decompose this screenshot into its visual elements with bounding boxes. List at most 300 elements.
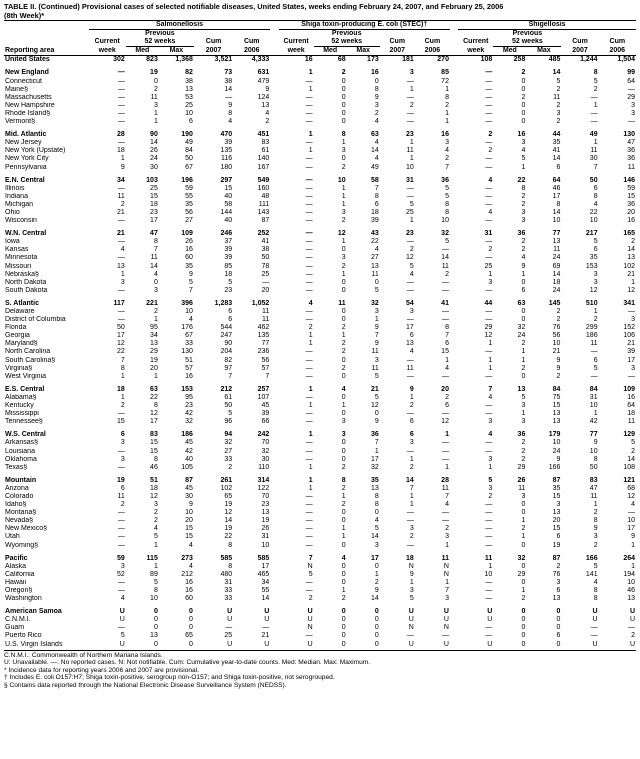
table-cell: 0 — [189, 624, 193, 632]
table-cell: 0 — [341, 410, 346, 418]
table-cell: 146 — [623, 176, 635, 184]
spacer — [270, 102, 278, 110]
table-cell: 18 — [150, 484, 158, 492]
table-cell: 4 — [341, 554, 346, 562]
table-cell: 9 — [556, 364, 561, 372]
table-cell: 40 — [224, 192, 233, 200]
reporting-area: Hawaii — [5, 578, 27, 586]
table-cell: 180 — [220, 163, 233, 171]
table-cell: 90 — [224, 340, 233, 348]
table-row — [4, 509, 636, 517]
table-cell: U — [592, 616, 598, 624]
table-cell: 4 — [189, 562, 193, 570]
spacer — [450, 64, 458, 77]
table-cell: 31 — [484, 230, 493, 238]
spacer — [450, 542, 458, 550]
table-cell: — — [305, 278, 313, 286]
table-cell: 31 — [589, 393, 598, 401]
table-cell: 4 — [120, 246, 125, 254]
table-cell: 24 — [517, 332, 526, 340]
table-cell: — — [406, 632, 414, 640]
reporting-area: New York City — [5, 155, 49, 163]
spacer — [270, 402, 278, 410]
table-cell: 3 — [153, 286, 158, 294]
table-cell: 21 — [552, 348, 561, 356]
table-row — [4, 225, 636, 238]
spacer — [450, 485, 458, 493]
table-cell: U — [629, 616, 635, 624]
table-cell: 53 — [185, 93, 193, 101]
table-cell: — — [485, 517, 493, 525]
table-cell: 20 — [150, 364, 158, 372]
table-cell: — — [225, 624, 233, 632]
spacer — [450, 641, 458, 649]
table-cell: 4 — [308, 299, 313, 307]
table-cell: — — [485, 101, 493, 109]
table-cell: 15 — [441, 348, 449, 356]
table-cell: 39 — [627, 348, 635, 356]
footnotes: C.N.M.I.: Commonwealth of Northern Mariana Islands. U: Unavailable. —: No reported cases. N: Not notifiable. Cum: Cumulative year-to-date counts. Med: Median. Max: Maximum. * Incidence data for reporting years 2006 and 2007 are provisional. † Includes E. coli O157:H7; Shiga toxin-positive, serogroup non-O157; and Shiga toxin-positive, not serogrouped. § Contains data reported through the National Electronic Disease Surveillance System (NEDSS). — [4, 650, 636, 690]
table-cell: 2 — [556, 562, 561, 570]
table-cell: 0 — [341, 570, 346, 578]
table-cell: 3 — [341, 431, 346, 439]
reporting-area: Nevada§ — [5, 517, 34, 525]
table-cell: N — [443, 570, 449, 578]
table-cell: 50 — [185, 155, 193, 163]
table-cell: 8 — [593, 69, 598, 77]
table-cell: 49 — [370, 163, 379, 171]
table-cell: 15 — [150, 439, 158, 447]
table-cell: 258 — [513, 56, 526, 64]
spacer — [450, 209, 458, 217]
table-cell: — — [485, 578, 493, 586]
table-cell: — — [225, 93, 233, 101]
table-cell: 1 — [341, 402, 346, 410]
table-cell: 1 — [153, 541, 158, 549]
table-cell: 3 — [374, 356, 379, 364]
table-cell: 7 — [374, 332, 379, 340]
table-cell: 6 — [228, 308, 233, 315]
table-cell: 28 — [441, 476, 449, 484]
table-cell: 1 — [521, 517, 526, 525]
reporting-area: North Carolina — [5, 348, 51, 356]
spacer — [450, 271, 458, 279]
table-cell: 18 — [627, 410, 635, 418]
table-cell: 19 — [224, 501, 233, 509]
table-cell: 117 — [113, 299, 125, 307]
table-cell: 14 — [552, 155, 561, 163]
table-cell: 480 — [220, 570, 233, 578]
table-cell: 15 — [185, 525, 193, 533]
table-cell: 0 — [341, 316, 346, 324]
table-cell: — — [406, 77, 414, 85]
table-cell: 22 — [150, 393, 158, 401]
table-cell: 36 — [627, 147, 635, 155]
table-cell: 72 — [441, 77, 449, 85]
table-cell: — — [117, 578, 125, 586]
table-cell: 32 — [185, 418, 193, 426]
table-cell: 8 — [374, 492, 379, 500]
table-cell: 31 — [224, 578, 233, 586]
spacer — [270, 209, 278, 217]
spacer — [450, 193, 458, 201]
table-row — [4, 279, 636, 287]
table-cell: 84 — [185, 147, 193, 155]
table-row — [4, 332, 636, 340]
table-cell: 3 — [445, 595, 449, 603]
table-cell: 12 — [117, 340, 125, 348]
table-cell: 1 — [120, 393, 125, 401]
table-cell: 7 — [153, 246, 158, 254]
table-cell: 0 — [374, 562, 379, 570]
table-cell: 2 — [521, 246, 526, 254]
table-cell: 341 — [623, 299, 635, 307]
table-row — [4, 456, 636, 464]
spacer — [270, 316, 278, 324]
table-cell: 2 — [521, 439, 526, 447]
table-cell: 6 — [556, 533, 561, 541]
table-cell: — — [628, 624, 635, 632]
table-cell: 17 — [370, 455, 379, 463]
table-cell: 0 — [341, 372, 346, 380]
reporting-area: Montana§ — [5, 509, 37, 517]
table-cell: 11 — [371, 270, 379, 278]
table-row — [4, 94, 636, 102]
table-cell: 16 — [370, 69, 379, 77]
table-cell: — — [628, 308, 635, 315]
table-cell: 38 — [185, 77, 193, 85]
table-cell: 21 — [370, 385, 379, 393]
table-cell: 0 — [341, 286, 346, 294]
table-cell: 14 — [441, 254, 449, 262]
table-cell: 4 — [593, 578, 598, 586]
table-cell: 32 — [370, 463, 379, 471]
reporting-area: Utah — [5, 533, 20, 541]
spacer — [270, 279, 278, 287]
table-cell: 26 — [185, 238, 193, 246]
table-cell: 13 — [185, 85, 193, 93]
table-cell: 8 — [445, 93, 449, 101]
table-cell: 11 — [590, 340, 598, 348]
table-cell: 34 — [261, 578, 270, 586]
table-cell: 6 — [189, 118, 193, 126]
spacer — [450, 155, 458, 163]
table-cell: 0 — [341, 624, 346, 632]
spacer — [270, 509, 278, 517]
table-cell: 13 — [552, 509, 561, 517]
spacer — [270, 563, 278, 571]
table-cell: — — [441, 455, 449, 463]
table-row — [4, 86, 636, 94]
table-cell: — — [117, 463, 125, 471]
table-cell: 23 — [224, 286, 233, 294]
table-cell: 5 — [228, 278, 233, 286]
table-cell: 46 — [627, 587, 635, 594]
table-cell: 32 — [441, 230, 449, 238]
table-cell: U — [264, 608, 270, 616]
table-cell: — — [485, 439, 493, 447]
table-row — [4, 56, 636, 65]
table-cell: 4 — [521, 147, 526, 155]
table-cell: 102 — [623, 262, 635, 270]
table-cell: 5 — [189, 278, 193, 286]
table-row — [4, 324, 636, 332]
table-cell: 14 — [150, 262, 158, 270]
table-cell: — — [485, 533, 493, 541]
table-cell: 57 — [185, 364, 193, 372]
table-cell: 4 — [120, 595, 125, 603]
table-cell: 0 — [521, 616, 526, 624]
table-cell: 212 — [220, 385, 233, 393]
table-row — [4, 209, 636, 217]
table-cell: 7 — [374, 184, 379, 192]
table-cell: 3 — [521, 208, 526, 216]
table-cell: 70 — [261, 492, 270, 500]
reporting-area: E.N. Central — [5, 176, 45, 184]
table-cell: — — [441, 509, 449, 517]
spacer — [450, 225, 458, 238]
table-cell: 18 — [117, 385, 125, 393]
table-cell: — — [262, 278, 270, 286]
table-cell: 61 — [261, 147, 270, 155]
table-cell: 1 — [409, 217, 414, 225]
table-cell: 17 — [150, 418, 158, 426]
spacer — [450, 238, 458, 246]
spacer — [270, 238, 278, 246]
table-cell: — — [305, 208, 313, 216]
table-cell: 6 — [556, 163, 561, 171]
table-cell: 7 — [488, 385, 493, 393]
table-cell: 4 — [409, 348, 414, 356]
table-cell: — — [406, 447, 414, 455]
table-cell: 3 — [593, 270, 598, 278]
table-cell: 30 — [589, 155, 598, 163]
table-cell: U — [408, 608, 414, 616]
table-cell: 3 — [445, 139, 449, 147]
reporting-area: Georgia — [5, 332, 30, 340]
table-cell: 0 — [341, 562, 346, 570]
table-cell: — — [305, 455, 313, 463]
spacer — [450, 254, 458, 262]
table-cell: 2 — [488, 246, 493, 254]
table-cell: 19 — [224, 525, 233, 533]
spacer — [450, 448, 458, 456]
table-cell: 37 — [224, 238, 233, 246]
spacer — [270, 439, 278, 447]
table-cell: 85 — [224, 262, 233, 270]
table-cell: 297 — [220, 176, 233, 184]
spacer — [450, 139, 458, 147]
table-cell: — — [305, 109, 313, 117]
table-cell: 0 — [374, 616, 379, 624]
table-cell: 33 — [224, 587, 233, 594]
spacer — [270, 394, 278, 402]
table-cell: 4 — [488, 176, 493, 184]
table-cell: 1 — [521, 410, 526, 418]
table-cell: 13 — [517, 385, 526, 393]
table-cell: 140 — [257, 155, 270, 163]
table-cell: — — [406, 517, 414, 525]
table-cell: 25 — [224, 632, 233, 640]
table-cell: 50 — [117, 324, 125, 332]
table-cell: 22 — [517, 176, 526, 184]
table-cell: 18 — [552, 278, 561, 286]
table-cell: 0 — [153, 624, 158, 632]
table-cell: 12 — [370, 402, 379, 410]
table-cell: 465 — [257, 570, 270, 578]
reporting-area: Minnesota — [5, 254, 38, 262]
table-cell: — — [117, 101, 125, 109]
table-cell: 204 — [220, 348, 233, 356]
table-cell: 2 — [488, 147, 493, 155]
table-cell: 12 — [627, 492, 635, 500]
table-cell: 3 — [153, 501, 158, 509]
table-cell: 10 — [406, 163, 414, 171]
table-cell: 1 — [374, 570, 379, 578]
table-cell: — — [485, 192, 493, 200]
table-cell: 102 — [220, 484, 233, 492]
table-cell: 451 — [257, 131, 270, 139]
reporting-area: South Carolina§ — [5, 356, 56, 364]
table-cell: 2 — [488, 492, 493, 500]
table-cell: 270 — [437, 56, 449, 64]
table-cell: — — [117, 139, 125, 147]
spacer — [450, 246, 458, 254]
table-cell: 51 — [150, 476, 158, 484]
table-cell: 4 — [228, 118, 233, 126]
table-cell: 6 — [556, 587, 561, 594]
table-cell: 24 — [552, 286, 561, 294]
table-cell: 6 — [593, 356, 598, 364]
table-row — [4, 185, 636, 193]
table-cell: 47 — [150, 230, 158, 238]
table-cell: 27 — [370, 254, 379, 262]
table-cell: — — [406, 93, 414, 101]
table-row — [4, 632, 636, 640]
table-cell: 20 — [185, 517, 193, 525]
table-cell: 181 — [402, 56, 414, 64]
table-cell: 549 — [257, 176, 270, 184]
table-cell: 257 — [257, 385, 270, 393]
table-cell: 13 — [370, 262, 379, 270]
table-cell: 16 — [627, 393, 635, 401]
spacer — [450, 456, 458, 464]
table-cell: 1 — [308, 463, 313, 471]
table-cell: 8 — [374, 85, 379, 93]
table-row — [4, 110, 636, 118]
table-cell: 2 — [341, 595, 346, 603]
table-cell: 3,521 — [214, 56, 233, 64]
table-cell: 17 — [406, 324, 414, 332]
table-cell: 1 — [120, 270, 125, 278]
table-cell: — — [406, 410, 414, 418]
table-cell: 36 — [627, 155, 635, 163]
spacer — [450, 263, 458, 271]
spacer — [270, 254, 278, 262]
table-cell: — — [485, 184, 493, 192]
reporting-area: Florida — [5, 324, 27, 332]
table-cell: 4 — [445, 364, 449, 372]
table-row — [4, 78, 636, 86]
reporting-area: Maine§ — [5, 85, 28, 93]
table-cell: 1 — [308, 476, 313, 484]
table-cell: 10 — [185, 509, 193, 517]
table-row — [4, 571, 636, 579]
table-cell: 34 — [117, 176, 125, 184]
spacer — [270, 550, 278, 563]
table-cell: 13 — [627, 254, 635, 262]
table-cell: 1 — [341, 200, 346, 208]
table-cell: 10 — [337, 176, 346, 184]
table-cell: 9 — [189, 270, 193, 278]
table-cell: 0 — [341, 632, 346, 640]
table-cell: 8 — [593, 455, 598, 463]
table-cell: 34 — [150, 332, 158, 340]
table-cell: 24 — [150, 155, 158, 163]
spacer — [450, 373, 458, 381]
table-cell: — — [117, 587, 125, 594]
table-cell: — — [485, 155, 493, 163]
table-cell: — — [117, 308, 125, 315]
table-cell: N — [307, 562, 313, 570]
table-cell: 69 — [552, 262, 561, 270]
table-cell: 1 — [341, 492, 346, 500]
table-cell: 39 — [224, 139, 233, 147]
table-row — [4, 624, 636, 632]
table-cell: 5 — [228, 410, 233, 418]
reporting-area: California — [5, 570, 35, 578]
table-cell: 61 — [224, 393, 233, 401]
table-body — [4, 56, 636, 649]
table-cell: 0 — [374, 608, 379, 616]
spacer — [450, 201, 458, 209]
table-cell: 0 — [521, 501, 526, 509]
table-cell: 17 — [117, 332, 125, 340]
table-cell: 11 — [553, 93, 561, 101]
table-cell: 13 — [552, 238, 561, 246]
table-cell: 5 — [374, 286, 379, 294]
table-cell: 16 — [441, 131, 449, 139]
table-cell: 5 — [445, 184, 449, 192]
table-cell: 82 — [185, 69, 193, 77]
table-cell: 2 — [521, 447, 526, 455]
table-cell: 2 — [308, 324, 313, 332]
table-cell: U — [443, 640, 449, 648]
table-cell: — — [305, 356, 313, 364]
table-cell: 5 — [488, 476, 493, 484]
table-cell: 5 — [308, 570, 313, 578]
table-cell: 19 — [117, 476, 125, 484]
table-cell: 4 — [409, 270, 414, 278]
table-cell: U — [487, 608, 493, 616]
table-cell: 299 — [585, 324, 598, 332]
table-cell: 107 — [257, 393, 270, 401]
table-cell: 0 — [341, 246, 346, 254]
table-cell: 8 — [593, 517, 598, 525]
table-cell: 1 — [308, 85, 313, 93]
table-cell: — — [305, 509, 313, 517]
table-cell: 2 — [265, 118, 270, 126]
table-row — [4, 102, 636, 110]
table-cell: 0 — [341, 109, 346, 117]
table-cell: 11 — [441, 262, 449, 270]
table-cell: 35 — [185, 262, 193, 270]
spacer — [270, 517, 278, 525]
spacer — [450, 147, 458, 155]
table-cell: 67 — [185, 332, 193, 340]
table-cell: 4 — [374, 517, 379, 525]
table-cell: 25 — [406, 208, 414, 216]
